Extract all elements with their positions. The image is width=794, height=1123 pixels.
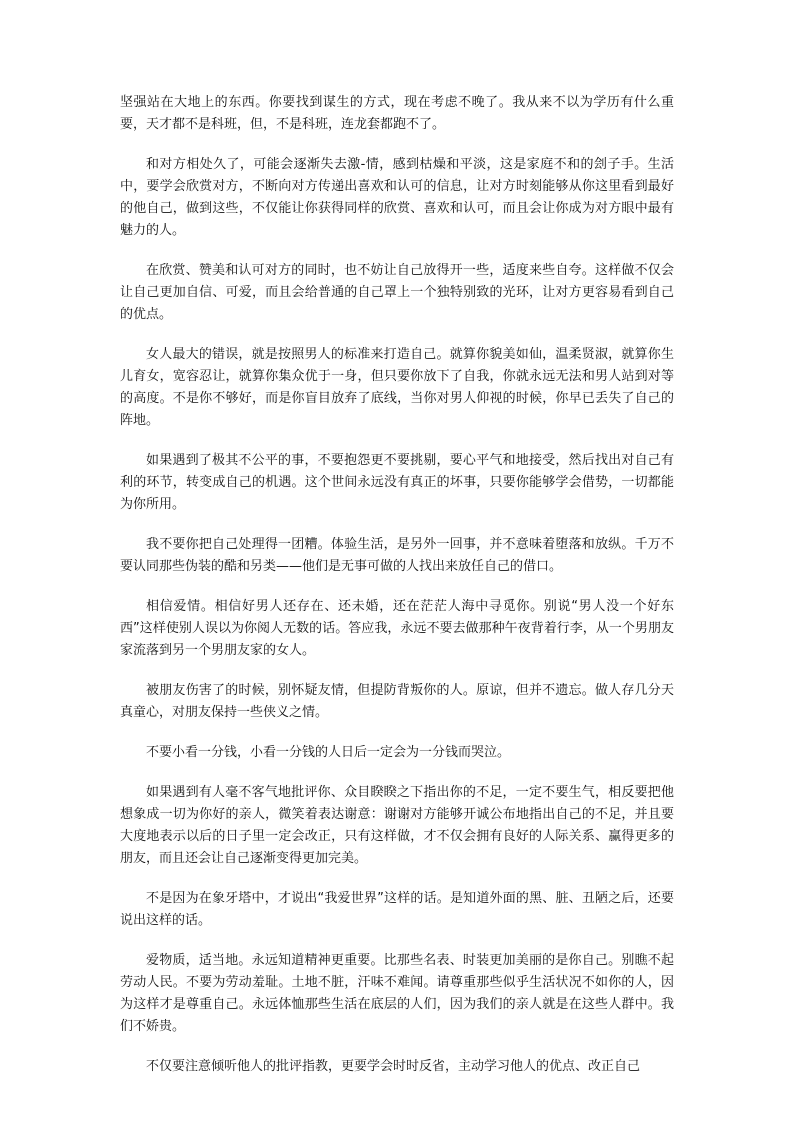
paragraph: 如果遇到有人毫不客气地批评你、众目睽睽之下指出你的不足，一定不要生气，相反要把他想象成一切为你好的亲人，微笑着表达谢意：谢谢对方能够开诚公布地指出自己的不足，并且要大度地表示以后的日子里一定会改正，只有这样做，才不仅会拥有良好的人际关系、赢得更多的朋友，而且还会让自己逐渐变得更加完美。 bbox=[120, 785, 674, 866]
paragraph: 被朋友伤害了的时候，别怀疑友情，但提防背叛你的人。原谅，但并不遗忘。做人存几分天真童心，对朋友保持一些侠义之情。 bbox=[120, 683, 674, 720]
paragraph: 坚强站在大地上的东西。你要找到谋生的方式，现在考虑不晚了。我从来不以为学历有什么重要，天才都不是科班，但，不是科班，连龙套都跑不了。 bbox=[120, 95, 674, 132]
paragraph: 不仅要注意倾听他人的批评指教，更要学会时时反省，主动学习他人的优点、改正自己 bbox=[146, 1059, 641, 1074]
paragraph: 在欣赏、赞美和认可对方的同时，也不妨让自己放得开一些，适度来些自夸。这样做不仅会让自己更加自信、可爱，而且会给普通的自己罩上一个独特别致的光环，让对方更容易看到自己的优点。 bbox=[120, 263, 674, 322]
paragraph: 不是因为在象牙塔中，才说出“我爱世界”这样的话。是知道外面的黑、脏、丑陋之后，还要说出这样的话。 bbox=[120, 891, 674, 928]
paragraph: 女人最大的错误，就是按照男人的标准来打造自己。就算你貌美如仙，温柔贤淑，就算你生儿育女，宽容忍让，就算你集众优于一身，但只要你放下了自我，你就永远无法和男人站到对等的高度。不是你不够好，而是你盲目放弃了底线，当你对男人仰视的时候，你早已丢失了自己的阵地。 bbox=[120, 347, 674, 428]
paragraph: 爱物质，适当地。永远知道精神更重要。比那些名表、时装更加美丽的是你自己。别瞧不起劳动人民。不要为劳动羞耻。土地不脏，汗味不难闻。请尊重那些似乎生活状况不如你的人，因为这样才是尊重自己。永远体恤那些生活在底层的人们，因为我们的亲人就是在这些人群中。我们不娇贵。 bbox=[120, 953, 674, 1034]
paragraph: 和对方相处久了，可能会逐渐失去激-情，感到枯燥和平淡，这是家庭不和的刽子手。生活中，要学会欣赏对方，不断向对方传递出喜欢和认可的信息，让对方时刻能够从你这里看到最好的他自己，做到这些，不仅能让你获得同样的欣赏、喜欢和认可，而且会让你成为对方眼中最有魅力的人。 bbox=[120, 157, 674, 238]
paragraph: 不要小看一分钱，小看一分钱的人日后一定会为一分钱而哭泣。 bbox=[146, 745, 511, 760]
paragraph: 我不要你把自己处理得一团糟。体验生活，是另外一回事，并不意味着堕落和放纵。千万不要认同那些伪装的酷和另类——他们是无事可做的人找出来放任自己的借口。 bbox=[120, 537, 674, 574]
article-body bbox=[120, 92, 674, 1096]
paragraph: 如果遇到了极其不公平的事，不要抱怨更不要挑剔，要心平气和地接受，然后找出对自己有利的环节，转变成自己的机遇。这个世间永远没有真正的坏事，只要你能够学会借势，一切都能为你所用。 bbox=[120, 453, 674, 512]
paragraph: 相信爱情。相信好男人还存在、还未婚，还在茫茫人海中寻觅你。别说“男人没一个好东西”这样使别人误以为你阅人无数的话。答应我，永远不要去做那种午夜背着行李，从一个男朋友家流落到另一个男朋友家的女人。 bbox=[120, 599, 674, 658]
